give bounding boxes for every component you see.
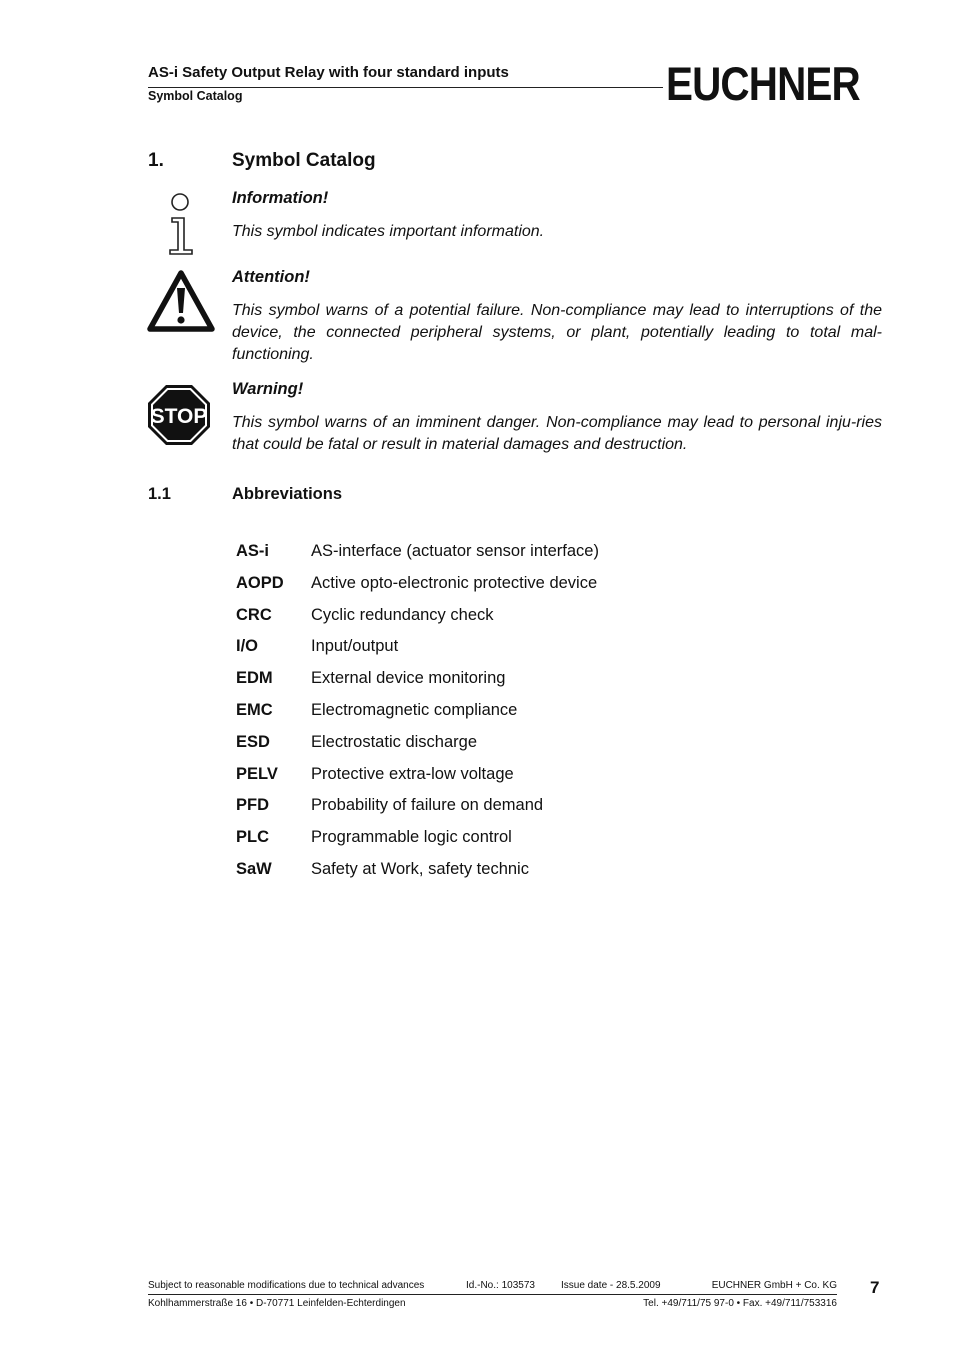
footer-address: Kohlhammerstraße 16 • D-70771 Leinfelden-Echterdingen	[148, 1298, 406, 1309]
abbreviation-meaning: Input/output	[311, 637, 399, 656]
abbreviation-row	[236, 574, 599, 606]
abbreviation-meaning: Active opto-electronic protective device	[311, 573, 598, 592]
abbreviation-row	[236, 765, 599, 797]
abbreviation-row	[236, 542, 599, 574]
abbreviation-term: AS-i	[236, 542, 269, 560]
header-rule	[148, 87, 663, 88]
abbreviation-row	[236, 796, 599, 828]
abbreviation-row	[236, 701, 599, 733]
abbreviation-term: CRC	[236, 605, 272, 624]
abbreviation-row	[236, 828, 599, 860]
abbreviation-term: EMC	[236, 700, 273, 719]
footer-disclaimer: Subject to reasonable modifications due to technical advances	[148, 1280, 425, 1291]
abbreviation-term: I/O	[236, 637, 259, 656]
abbreviation-meaning: External device monitoring	[311, 669, 506, 688]
abbreviation-term: AOPD	[236, 573, 284, 592]
abbreviation-row	[236, 637, 599, 669]
abbreviation-row	[236, 669, 599, 701]
footer-contact: Tel. +49/711/75 97-0 • Fax. +49/711/753316	[643, 1298, 837, 1309]
footer-id-number: Id.-No.: 103573	[466, 1280, 535, 1291]
abbreviation-meaning: Programmable logic control	[311, 828, 512, 847]
subsection-number: 1.1	[148, 485, 171, 503]
abbreviation-row	[236, 606, 599, 638]
document-section-subtitle: Symbol Catalog	[148, 89, 243, 103]
euchner-logo: EUCHNER	[666, 57, 860, 110]
abbreviation-row	[236, 733, 599, 765]
abbreviation-term: SaW	[236, 859, 272, 878]
information-text: This symbol indicates important information.	[232, 223, 545, 240]
warning-heading: Warning!	[232, 380, 304, 398]
footer-issue-date: Issue date - 28.5.2009	[561, 1280, 661, 1291]
footer-company: EUCHNER GmbH + Co. KG	[711, 1280, 837, 1291]
abbreviation-term: ESD	[236, 732, 270, 751]
abbreviation-meaning: Safety at Work, safety technic	[311, 859, 529, 878]
abbreviation-row	[236, 860, 599, 892]
attention-text: This symbol warns of a potential failure. Non-compliance may lead to interruptions of the device, the connected peripheral systems, or plant, potentially leading to total mal-functioning.	[232, 302, 882, 363]
abbreviation-meaning: Cyclic redundancy check	[311, 605, 494, 624]
footer-rule	[148, 1294, 837, 1295]
information-icon	[166, 190, 196, 261]
document-title: AS-i Safety Output Relay with four standard inputs	[148, 64, 509, 81]
abbreviation-term: PFD	[236, 796, 269, 815]
page-number: 7	[870, 1278, 880, 1297]
warning-text: This symbol warns of an imminent danger. Non-compliance may lead to personal inju-ries that could be fatal or result in material damages and destruction.	[232, 414, 882, 453]
abbreviation-term: EDM	[236, 669, 273, 688]
abbreviation-meaning: Protective extra-low voltage	[311, 764, 514, 783]
abbreviation-meaning: Probability of failure on demand	[311, 796, 544, 815]
information-heading: Information!	[232, 189, 329, 207]
stop-sign-label: STOP	[150, 405, 208, 428]
section-title: Symbol Catalog	[232, 150, 376, 171]
section-number: 1.	[148, 150, 164, 171]
abbreviation-meaning: Electrostatic discharge	[311, 732, 477, 751]
abbreviation-term: PELV	[236, 764, 278, 783]
abbreviation-meaning: AS-interface (actuator sensor interface)	[311, 542, 599, 560]
attention-heading: Attention!	[232, 268, 310, 286]
abbreviations-list	[236, 542, 599, 892]
stop-sign-icon	[146, 383, 212, 452]
abbreviation-term: PLC	[236, 828, 269, 847]
abbreviation-meaning: Electromagnetic compliance	[311, 700, 518, 719]
attention-triangle-icon	[146, 268, 216, 339]
subsection-title: Abbreviations	[232, 485, 343, 503]
